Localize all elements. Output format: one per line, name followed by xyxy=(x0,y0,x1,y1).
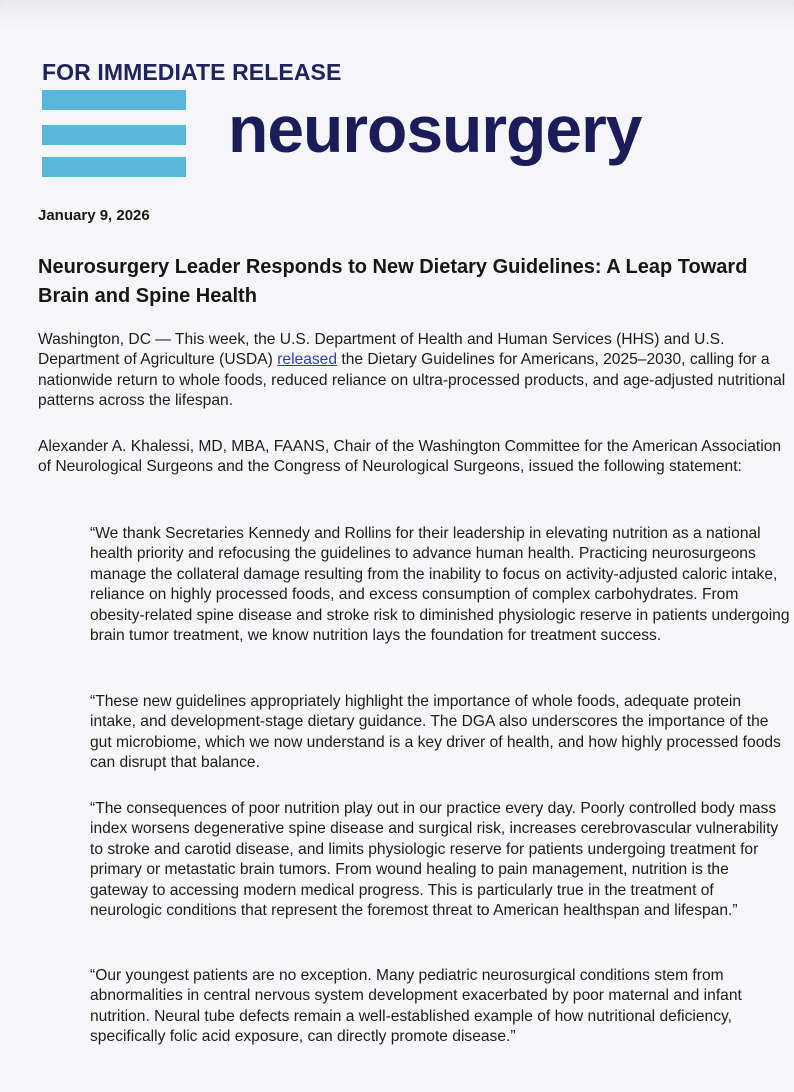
quote-paragraph-2: “These new guidelines appropriately highlight the importance of whole foods, adequate protein intake, and development-stage dietary guidance. The DGA also underscores the importance of the gut microbiome, which we now understand is a key driver of health, and how highly processed foods can disrupt that balance. xyxy=(90,693,781,772)
logo-bar-middle xyxy=(42,125,186,145)
headline: Neurosurgery Leader Responds to New Dietary Guidelines: A Leap Toward Brain and Spine Health xyxy=(38,256,748,307)
release-date: January 9, 2026 xyxy=(38,207,150,224)
brand-wordmark: neurosurgery xyxy=(228,92,642,166)
quote-paragraph-1: “We thank Secretaries Kennedy and Rollins for their leadership in elevating nutrition as a national health priority and refocusing the guidelines to advance human health. Practicing neurosurgeons manage the collateral damage resulting from the inability to focus on activity-adjusted caloric intake, reliance on highly processed foods, and excess consumption of complex carbohydrates. From obesity-related spine disease and stroke risk to diminished physiologic reserve in patients undergoing brain tumor treatment, we know nutrition lays the foundation for treatment success. xyxy=(90,525,790,645)
intro-text-end: the Dietary Guidelines for Americans, 2025–2030, calling for a nationwide return to whole foods, reduced reliance on ultra-processed products, and age-adjusted nutritional patterns across the lifespan. xyxy=(38,351,786,410)
logo-bar-top xyxy=(42,90,186,110)
quote-paragraph-3: “The consequences of poor nutrition play out in our practice every day. Poorly controlled body mass index worsens degenerative spine disease and surgical risk, increases cerebrovascular vulnerability to stroke and carotid disease, and limits physiologic reserve for patients undergoing treatment for primary or metastatic brain tumors. From wound healing to pain management, nutrition is the gateway to accessing modern medical progress. This is particularly true in the treatment of neurologic conditions that represent the foremost threat to American healthspan and lifespan.” xyxy=(90,800,779,920)
released-link[interactable]: released xyxy=(277,351,338,369)
intro-text-start: Washington, DC — This week, the U.S. Department of Health and Human Services (HHS) and U.S. Department of Agriculture (USDA) xyxy=(38,331,725,369)
intro-paragraph xyxy=(38,330,788,412)
logo-bar-bottom xyxy=(42,157,186,177)
quote-paragraph-4: “Our youngest patients are no exception. Many pediatric neurosurgical conditions stem from abnormalities in central nervous system development exacerbated by poor maternal and infant nutrition. Neural tube defects remain a well-established example of how nutritional deficiency, specifically folic acid exposure, can directly promote disease.” xyxy=(90,967,742,1046)
brand-logo-bars-icon xyxy=(42,90,186,176)
release-tag: FOR IMMEDIATE RELEASE xyxy=(42,59,342,85)
attribution-paragraph: Alexander A. Khalessi, MD, MBA, FAANS, Chair of the Washington Committee for the American Association of Neurological Surgeons and the Congress of Neurological Surgeons, issued the following statement: xyxy=(38,438,782,476)
